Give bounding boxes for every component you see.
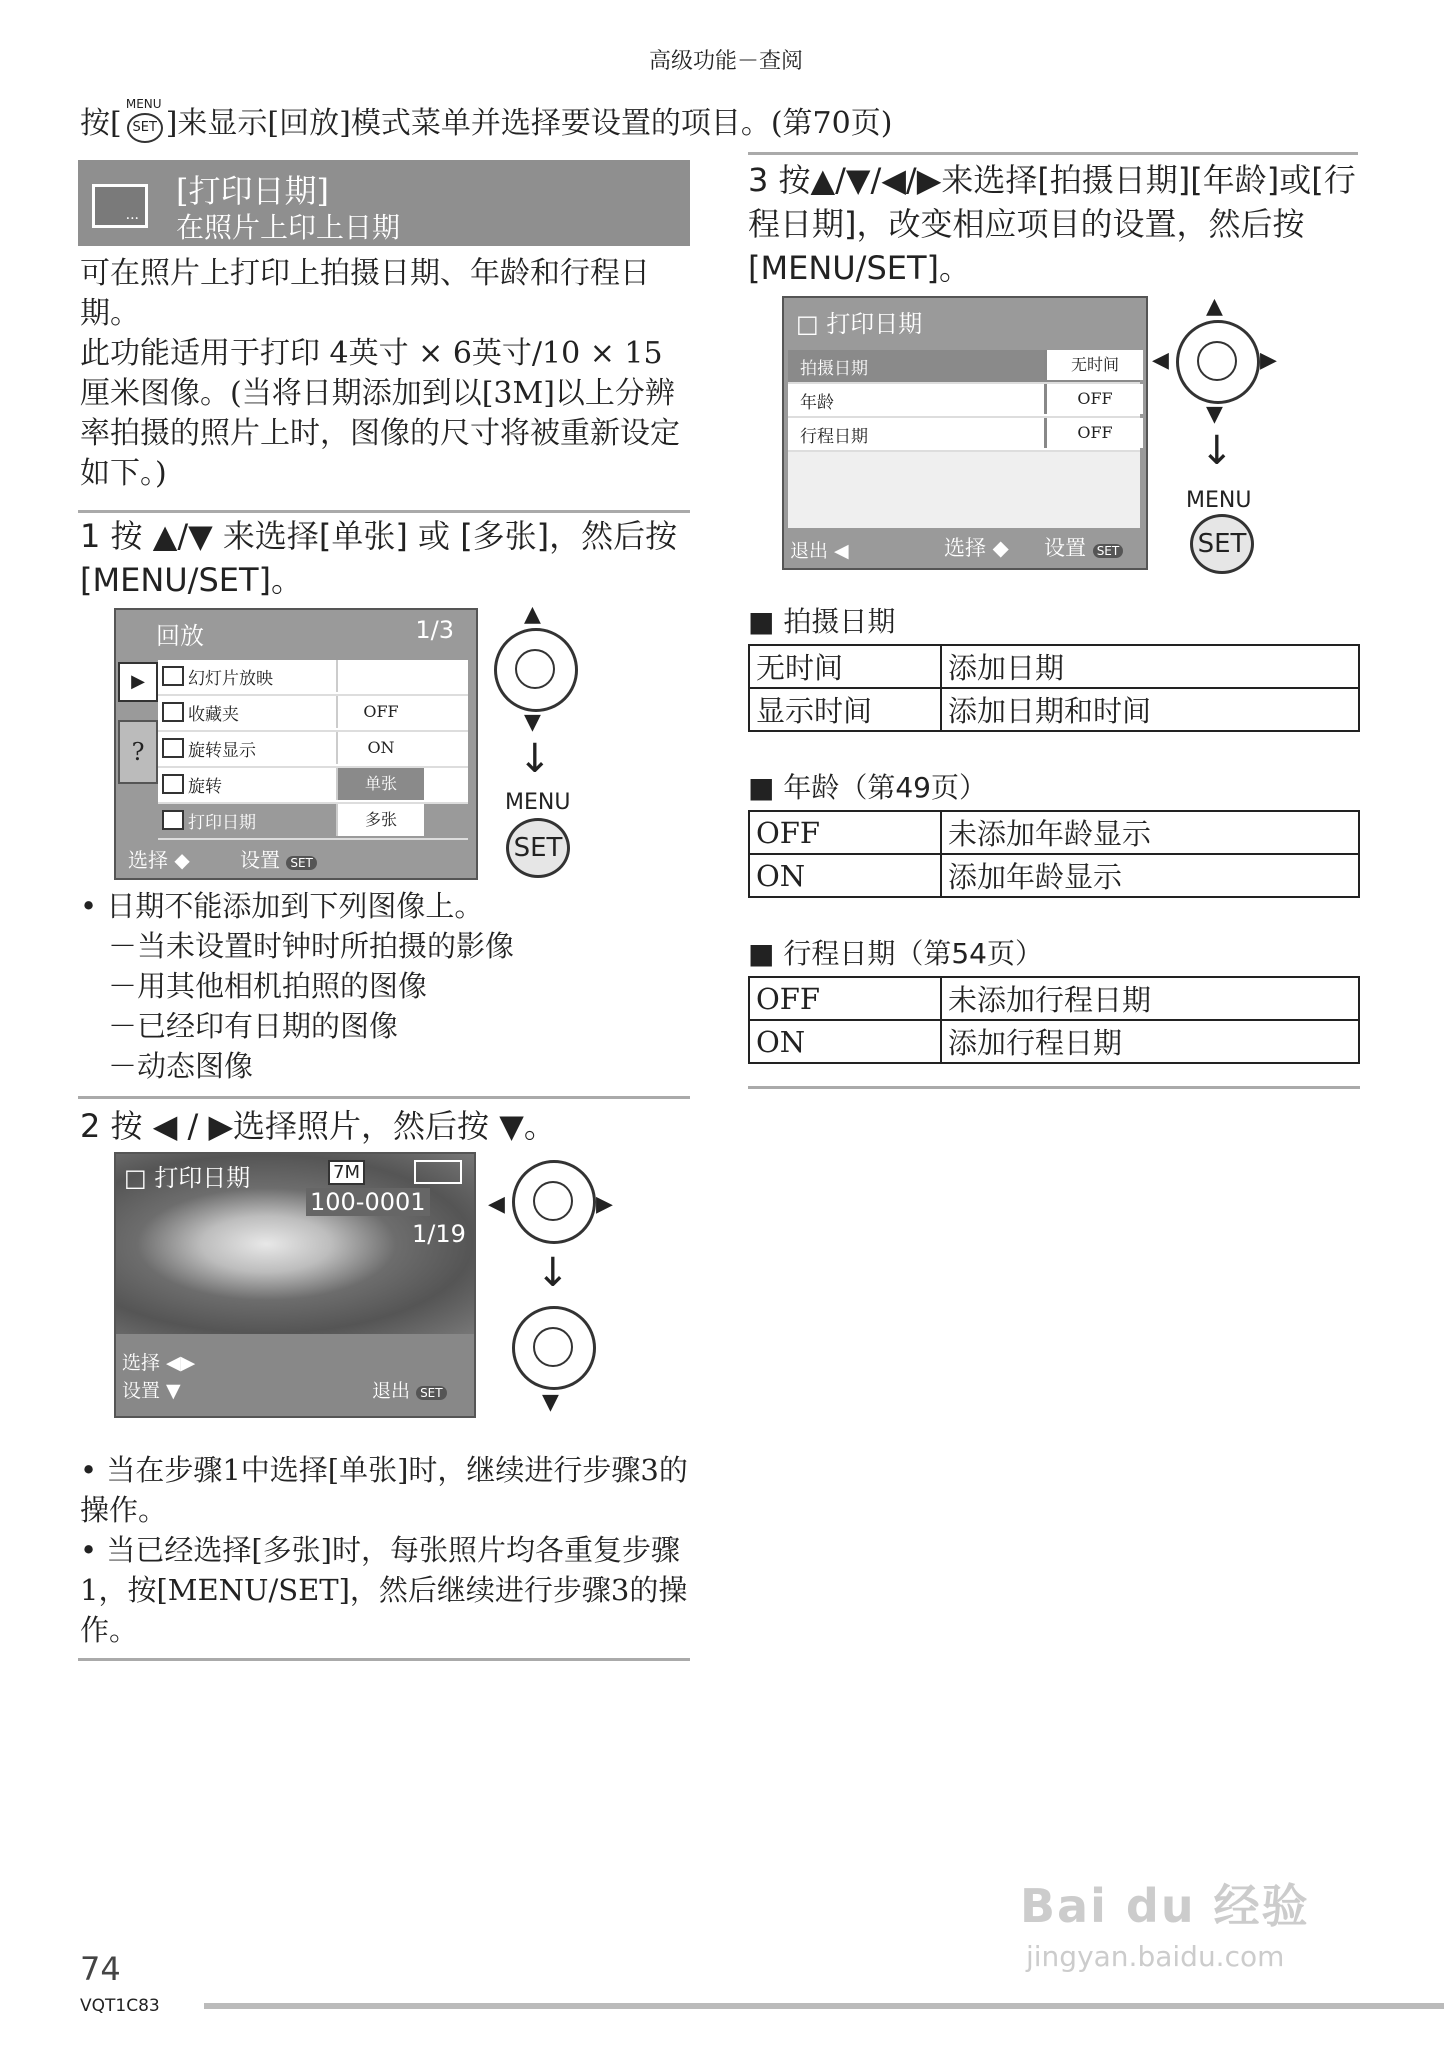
menu-item[interactable] [158, 768, 468, 804]
menu-set-icon: MENU SET [122, 105, 166, 145]
menu-item-label: 打印日期 [188, 813, 256, 833]
menu-item-label: 旋转显示 [188, 741, 256, 761]
menu-item-label: 收藏夹 [188, 705, 239, 725]
section-title: ■ 行程日期（第54页） [748, 937, 1043, 970]
option-table [748, 644, 1360, 732]
menu-item-icon [162, 702, 184, 722]
left-arrow-icon: ◀ [488, 1192, 505, 1217]
menu-item[interactable] [158, 696, 468, 732]
dpad-icon [512, 1306, 596, 1390]
bullet-sub: －当未设置时钟时所拍摄的影像 [108, 929, 515, 963]
menu-item[interactable] [158, 732, 468, 768]
table-cell: 添加行程日期 [941, 1020, 1359, 1063]
print-date-screen [782, 296, 1148, 570]
option-value: OFF [1044, 418, 1143, 448]
footer-bar [204, 2003, 1444, 2009]
option-value: OFF [1044, 384, 1143, 414]
option-table [748, 810, 1360, 898]
description-2: 此功能适用于打印 4英寸 × 6英寸/10 × 15厘米图像。(当将日期添加到以[3M]以上分辨率拍摄的照片上时，图像的尺寸将被重新设定如下。) [80, 336, 680, 491]
menu-item-icon [162, 666, 184, 686]
option-label: 拍摄日期 [800, 359, 868, 379]
option-label: 行程日期 [800, 427, 868, 447]
select-hint: 选择 ◆ [128, 848, 190, 872]
option-sections [748, 600, 1360, 1098]
menu-item-value [336, 660, 424, 692]
menu-label: MENU [1186, 488, 1252, 513]
play-icon: ▶ [118, 662, 158, 702]
dpad-leftright [488, 1160, 620, 1250]
screen3-title: □ 打印日期 [796, 310, 923, 338]
page-header: 高级功能－查阅 [648, 49, 803, 74]
option-row[interactable] [788, 384, 1140, 418]
divider [78, 1096, 690, 1099]
screen2-title: □ 打印日期 [124, 1164, 251, 1192]
down-arrow-icon: ▼ [1206, 402, 1223, 427]
screen-empty-area [788, 452, 1140, 528]
description-1: 可在照片上打印上拍摄日期、年龄和行程日期。 [80, 256, 650, 331]
down-arrow-icon: ▼ [542, 1390, 559, 1415]
intro-text [80, 98, 892, 145]
menu-item-value: 多张 [336, 804, 424, 836]
file-number: 100-0001 [306, 1188, 430, 1216]
option-row[interactable] [788, 350, 1140, 384]
exit-hint: 退出 ◀ [790, 540, 849, 562]
select-hint: 选择 ◆ [944, 536, 1009, 560]
bullet-item: • 当已经选择[多张]时，每张照片均各重复步骤1，按[MENU/SET]，然后继续进行步骤3的操作。 [80, 1533, 688, 1647]
dpad-four-way [1152, 296, 1284, 428]
right-arrow-icon: ▶ [1260, 348, 1277, 373]
table-cell: 未添加年龄显示 [941, 811, 1359, 854]
menu-item-value: 单张 [336, 768, 424, 800]
menu-item-value: OFF [336, 696, 424, 728]
exit-hint: 退出 SET [372, 1376, 447, 1403]
set-button-icon: SET [1190, 514, 1254, 574]
down-arrow-icon: ▼ [524, 710, 541, 735]
print-date-icon: ... [92, 184, 148, 228]
set-hint: 设置 SET [1044, 532, 1123, 562]
dpad-icon [512, 1160, 596, 1244]
section-title: ■ 拍摄日期 [748, 605, 896, 638]
intro-post: ]来显示[回放]模式菜单并选择要设置的项目。(第70页) [165, 106, 893, 141]
dpad-icon [1176, 320, 1260, 404]
bullet-sub: －已经印有日期的图像 [108, 1009, 399, 1043]
table-cell: 无时间 [749, 645, 941, 688]
down-flow-arrow-icon: ↓ [536, 1250, 570, 1296]
section-title: ■ 年龄（第49页） [748, 771, 987, 804]
divider [748, 1086, 1360, 1089]
dpad-icon [494, 628, 578, 712]
bullet-sub: －动态图像 [108, 1049, 254, 1083]
table-cell: OFF [749, 977, 941, 1020]
table-cell: 显示时间 [749, 688, 941, 731]
bullet-item: • 当在步骤1中选择[单张]时，继续进行步骤3的操作。 [80, 1453, 688, 1527]
battery-icon [414, 1160, 462, 1184]
bullet-list-1 [80, 886, 690, 1086]
option-label: 年龄 [800, 393, 834, 413]
dpad-down [512, 1306, 592, 1418]
wrench-icon: ? [118, 720, 158, 784]
divider [748, 152, 1358, 155]
page-number: 74 [80, 1950, 121, 1988]
section-travel-date [748, 932, 1360, 1098]
table-cell: 未添加行程日期 [941, 977, 1359, 1020]
table-cell: 添加日期和时间 [941, 688, 1359, 731]
step-1: 1 按 ▲/▼ 来选择[单张] 或 [多张]，然后按[MENU/SET]。 [80, 517, 678, 599]
section-banner [78, 160, 690, 246]
bullet-main: • 日期不能添加到下列图像上。 [80, 889, 484, 923]
right-arrow-icon: ▶ [596, 1192, 613, 1217]
menu-item-icon [162, 810, 184, 830]
menu-item-label: 旋转 [188, 777, 222, 797]
left-arrow-icon: ◀ [1152, 348, 1169, 373]
menu-item-label: 幻灯片放映 [188, 669, 273, 689]
bullet-list-2 [80, 1450, 690, 1650]
photo-count: 1/19 [412, 1220, 466, 1248]
step-2: 2 按 ◀ / ▶选择照片，然后按 ▼。 [80, 1107, 556, 1145]
intro-pre: 按[ [80, 106, 122, 141]
menu-label: MENU [505, 790, 571, 815]
down-flow-arrow-icon: ↓ [1200, 428, 1234, 474]
menu-item-value: ON [336, 732, 424, 764]
set-hint: 设置 ▼ [122, 1380, 181, 1402]
set-button-icon: SET [506, 818, 570, 878]
playback-menu-screen [114, 608, 478, 880]
option-row[interactable] [788, 418, 1140, 452]
down-flow-arrow-icon: ↓ [518, 736, 552, 782]
table-cell: 添加日期 [941, 645, 1359, 688]
option-value: 无时间 [1044, 350, 1143, 380]
table-cell: ON [749, 854, 941, 897]
menu-item-icon [162, 774, 184, 794]
banner-title: [打印日期] [176, 172, 329, 210]
select-hint: 选择 ◀▶ [122, 1352, 196, 1374]
banner-subtitle: 在照片上印上日期 [176, 211, 401, 244]
up-arrow-icon: ▲ [524, 602, 541, 627]
table-cell: ON [749, 1020, 941, 1063]
menu-item-icon [162, 738, 184, 758]
menu-page: 1/3 [415, 616, 454, 644]
baidu-watermark: Bai du 经验 [1020, 1879, 1310, 1933]
bullet-sub: －用其他相机拍照的图像 [108, 969, 428, 1003]
table-cell: OFF [749, 811, 941, 854]
watermark-url: jingyan.baidu.com [1026, 1940, 1285, 1973]
section-age [748, 766, 1360, 932]
table-cell: 添加年龄显示 [941, 854, 1359, 897]
divider [78, 1658, 690, 1661]
up-arrow-icon: ▲ [1206, 294, 1223, 319]
photo-select-screen [114, 1152, 476, 1418]
option-table [748, 976, 1360, 1064]
section-shooting-date [748, 600, 1360, 766]
doc-code: VQT1C83 [80, 1996, 160, 2016]
step-3: 3 按▲/▼/◀/▶来选择[拍摄日期][年龄]或[行程日期]，改变相应项目的设置，然后按[MENU/SET]。 [748, 161, 1356, 287]
divider [78, 510, 690, 513]
set-hint: 设置 SET [240, 844, 317, 873]
menu-item[interactable] [158, 804, 468, 840]
menu-item[interactable] [158, 660, 468, 696]
size-badge: 7M [328, 1160, 365, 1185]
menu-title: 回放 [156, 622, 204, 650]
